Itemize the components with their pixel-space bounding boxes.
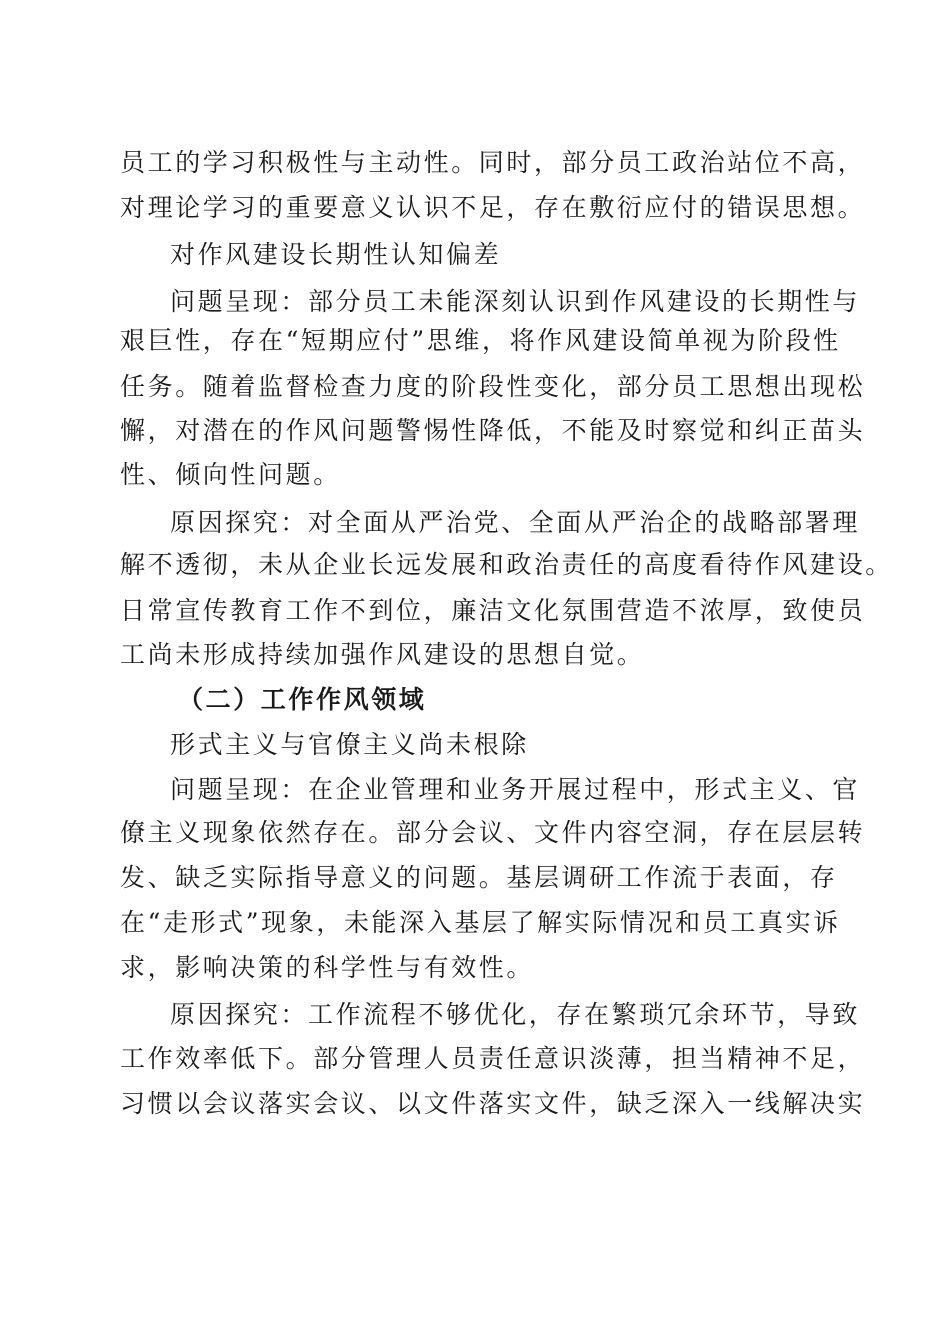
paragraph-line: 工作效率低下。部分管理人员责任意识淡薄，担当精神不足，	[120, 1044, 866, 1073]
paragraph-line: 解不透彻，未从企业长远发展和政治责任的高度看待作风建设。	[120, 550, 893, 579]
section-heading: 形式主义与官僚主义尚未根除	[170, 730, 529, 759]
subsection-heading: （二）工作作风领域	[178, 685, 427, 714]
paragraph-line: 原因探究：工作流程不够优化，存在繁琐冗余环节，导致	[170, 1000, 861, 1029]
section-heading: 对作风建设长期性认知偏差	[170, 240, 502, 269]
paragraph-line: 日常宣传教育工作不到位，廉洁文化氛围营造不浓厚，致使员	[120, 596, 866, 625]
paragraph-line: 僚主义现象依然存在。部分会议、文件内容空洞，存在层层转	[120, 818, 866, 847]
paragraph-line: 在“走形式”现象，未能深入基层了解实际情况和员工真实诉	[120, 908, 841, 937]
paragraph-line: 问题呈现：在企业管理和业务开展过程中，形式主义、官	[170, 775, 861, 804]
paragraph-line: 性、倾向性问题。	[120, 460, 341, 489]
paragraph-line: 艰巨性，存在“短期应付”思维，将作风建设简单视为阶段性	[120, 326, 841, 355]
paragraph-line: 对理论学习的重要意义认识不足，存在敷衍应付的错误思想。	[120, 193, 866, 222]
paragraph-line: 原因探究：对全面从严治党、全面从严治企的战略部署理	[170, 508, 861, 537]
paragraph-line: 习惯以会议落实会议、以文件落实文件，缺乏深入一线解决实	[120, 1089, 866, 1118]
paragraph-line: 任务。随着监督检查力度的阶段性变化，部分员工思想出现松	[120, 372, 866, 401]
paragraph-line: 员工的学习积极性与主动性。同时，部分员工政治站位不高，	[120, 148, 866, 177]
paragraph-line: 发、缺乏实际指导意义的问题。基层调研工作流于表面，存	[120, 863, 838, 892]
paragraph-line: 求，影响决策的科学性与有效性。	[120, 953, 535, 982]
paragraph-line: 问题呈现：部分员工未能深刻认识到作风建设的长期性与	[170, 287, 861, 316]
paragraph-line: 懈，对潜在的作风问题警惕性降低，不能及时察觉和纠正苗头	[120, 416, 866, 445]
paragraph-line: 工尚未形成持续加强作风建设的思想自觉。	[120, 640, 645, 669]
